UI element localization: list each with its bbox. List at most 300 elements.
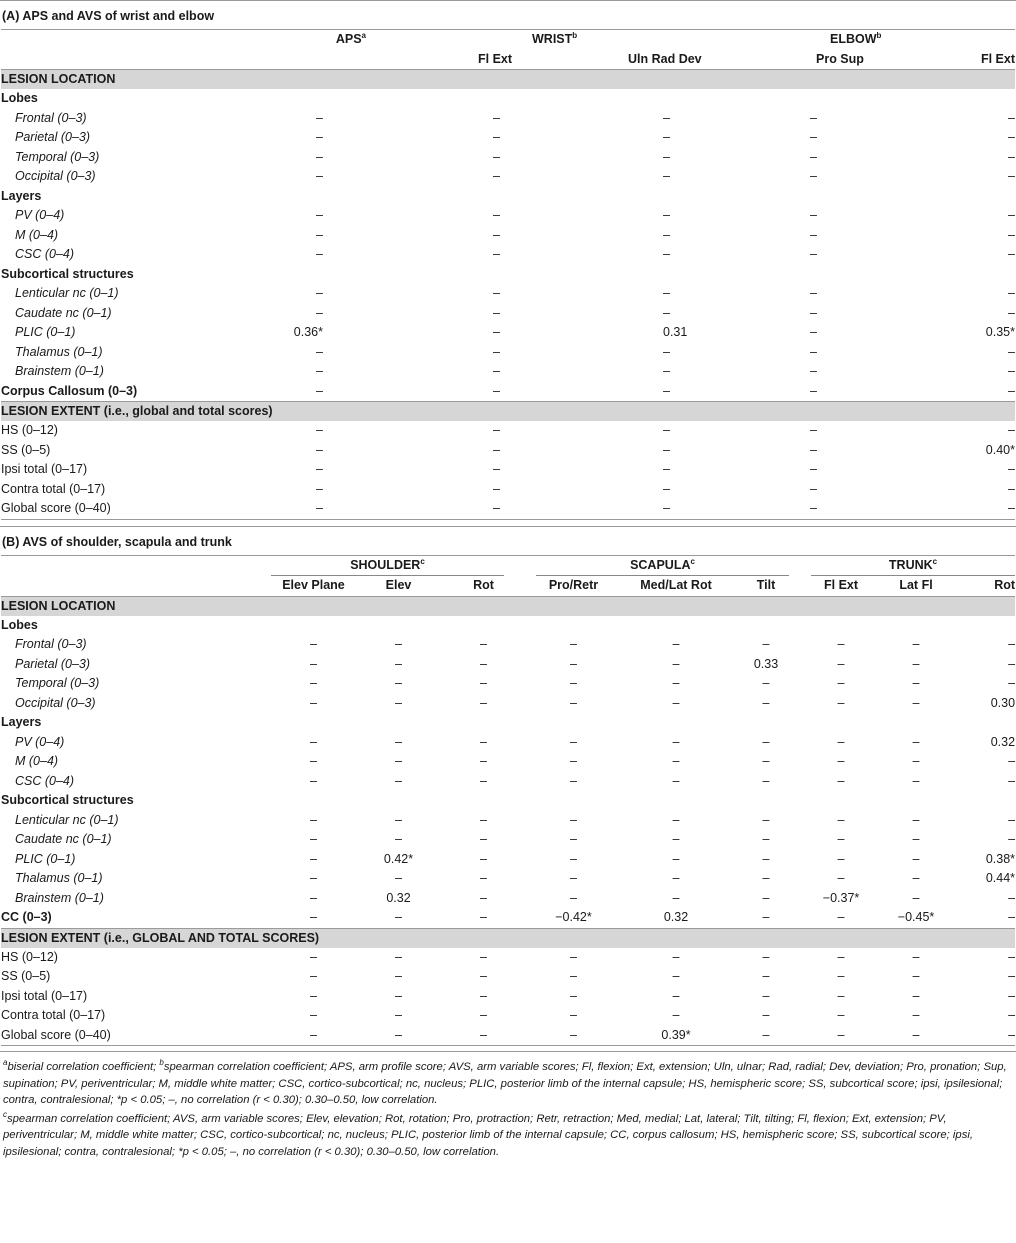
table-row bbox=[1, 265, 1015, 285]
cell bbox=[526, 616, 621, 636]
cell: – bbox=[570, 637, 577, 651]
cell: −0.37* bbox=[822, 890, 860, 905]
cell bbox=[706, 89, 856, 109]
cell: – bbox=[1008, 364, 1015, 378]
cell: – bbox=[1008, 812, 1016, 827]
cell: 0.32 bbox=[990, 734, 1016, 749]
cell: – bbox=[271, 1026, 356, 1046]
cell: – bbox=[316, 305, 323, 320]
table-row bbox=[1, 889, 1015, 909]
cell: – bbox=[493, 169, 500, 183]
cell: – bbox=[663, 227, 670, 242]
cell: 0.31 bbox=[663, 325, 688, 339]
cell bbox=[951, 713, 1015, 733]
cell bbox=[366, 187, 566, 207]
table-a bbox=[1, 29, 1015, 520]
col-header-3: Pro/Retr bbox=[526, 576, 621, 596]
cell: – bbox=[316, 208, 323, 222]
cell bbox=[621, 791, 731, 811]
row-label: CSC (0–4) bbox=[15, 247, 75, 261]
row-label: HS (0–12) bbox=[1, 423, 58, 437]
cell: 0.35* bbox=[985, 325, 1015, 339]
cell: – bbox=[912, 988, 920, 1003]
table-row bbox=[1, 694, 1015, 714]
table-a-caption: (A) APS and AVS of wrist and elbow bbox=[0, 0, 1016, 29]
cell: – bbox=[480, 773, 487, 788]
cell: – bbox=[837, 734, 845, 749]
cell: – bbox=[810, 149, 817, 164]
cell: – bbox=[480, 871, 487, 885]
row-label: Lobes bbox=[1, 91, 38, 105]
cell bbox=[801, 713, 881, 733]
cell: – bbox=[912, 656, 920, 671]
cell: – bbox=[570, 1008, 577, 1022]
cell: – bbox=[762, 637, 770, 651]
cell: – bbox=[912, 832, 920, 846]
cell: – bbox=[316, 481, 323, 496]
cell: – bbox=[837, 910, 845, 924]
cell: – bbox=[663, 423, 670, 437]
cell: – bbox=[837, 969, 845, 983]
cell: – bbox=[310, 910, 317, 924]
cell: – bbox=[672, 1008, 680, 1022]
row-label: Caudate nc (0–1) bbox=[15, 832, 112, 846]
cell: – bbox=[493, 247, 500, 261]
cell: – bbox=[316, 364, 323, 378]
cell: – bbox=[672, 988, 680, 1003]
cell: – bbox=[672, 890, 680, 905]
cell: – bbox=[1008, 949, 1016, 964]
cell: – bbox=[762, 754, 770, 768]
cell: – bbox=[1008, 423, 1015, 437]
cell: – bbox=[316, 286, 323, 300]
cell: – bbox=[480, 949, 487, 964]
cell: – bbox=[316, 149, 323, 164]
cell bbox=[441, 791, 526, 811]
cell: – bbox=[672, 832, 680, 846]
cell: – bbox=[310, 851, 317, 866]
cell: – bbox=[762, 695, 770, 710]
aps-header: APS$^a$ bbox=[271, 30, 366, 50]
cell: – bbox=[480, 812, 487, 827]
col-elbow-flext: Fl Ext bbox=[856, 50, 1015, 70]
cell bbox=[621, 713, 731, 733]
row-label: Corpus Callosum (0–3) bbox=[1, 383, 138, 398]
cell: – bbox=[480, 676, 487, 690]
table-b-caption: (B) AVS of shoulder, scapula and trunk bbox=[0, 526, 1016, 555]
cell: – bbox=[672, 812, 680, 827]
table-row bbox=[1, 167, 1015, 187]
cell: – bbox=[1008, 910, 1016, 924]
cell: – bbox=[310, 656, 317, 671]
cell bbox=[271, 713, 356, 733]
cell bbox=[271, 791, 356, 811]
cell: – bbox=[441, 1026, 526, 1046]
cell bbox=[951, 616, 1015, 636]
row-label: HS (0–12) bbox=[1, 949, 58, 964]
cell bbox=[441, 713, 526, 733]
cell: – bbox=[663, 364, 670, 378]
cell: −0.42* bbox=[555, 910, 592, 924]
cell: – bbox=[1008, 676, 1016, 690]
cell: – bbox=[951, 1026, 1015, 1046]
cell: – bbox=[570, 695, 577, 710]
cell: – bbox=[912, 812, 920, 827]
table-row bbox=[1, 1026, 1015, 1046]
table-row bbox=[1, 148, 1015, 168]
trunk-header: TRUNK$^c$ bbox=[811, 556, 1015, 577]
cell bbox=[621, 616, 731, 636]
cell: – bbox=[493, 208, 500, 222]
table-row bbox=[1, 772, 1015, 792]
table-row bbox=[1, 245, 1015, 265]
table-row bbox=[1, 499, 1015, 519]
cell: – bbox=[762, 988, 770, 1003]
cell bbox=[881, 616, 951, 636]
cell: – bbox=[310, 637, 317, 651]
cell: – bbox=[316, 227, 323, 242]
cell: – bbox=[395, 812, 402, 827]
table-row bbox=[1, 304, 1015, 324]
cell: – bbox=[570, 851, 577, 866]
cell: 0.42* bbox=[383, 851, 414, 866]
cell: – bbox=[762, 1008, 770, 1022]
cell: – bbox=[672, 969, 680, 983]
cell: – bbox=[570, 969, 577, 983]
cell: – bbox=[480, 656, 487, 671]
cell: – bbox=[663, 344, 670, 359]
cell: – bbox=[837, 851, 845, 866]
cell: – bbox=[762, 910, 770, 924]
table-row bbox=[1, 382, 1015, 402]
cell: – bbox=[395, 871, 402, 885]
cell: – bbox=[526, 1026, 621, 1046]
cell: – bbox=[493, 110, 500, 125]
section-lesion-location: LESION LOCATION bbox=[1, 70, 1015, 90]
cell: – bbox=[493, 130, 500, 144]
cell: – bbox=[395, 637, 402, 651]
row-label: Brainstem (0–1) bbox=[15, 364, 104, 378]
cell: – bbox=[480, 988, 487, 1003]
cell: – bbox=[366, 499, 566, 519]
table-row bbox=[1, 850, 1015, 870]
table-row bbox=[1, 441, 1015, 461]
cell: – bbox=[570, 734, 577, 749]
cell: – bbox=[762, 676, 770, 690]
cell: – bbox=[837, 695, 845, 710]
cell bbox=[271, 265, 366, 285]
cell: – bbox=[762, 812, 770, 827]
cell bbox=[356, 616, 441, 636]
row-label: PLIC (0–1) bbox=[15, 325, 76, 339]
cell: – bbox=[1008, 286, 1015, 300]
cell: – bbox=[480, 890, 487, 905]
cell bbox=[881, 713, 951, 733]
row-label: CSC (0–4) bbox=[15, 773, 75, 788]
cell: – bbox=[570, 773, 577, 788]
cell: – bbox=[395, 754, 402, 768]
cell: – bbox=[570, 754, 577, 768]
cell bbox=[271, 89, 366, 109]
cell: – bbox=[493, 227, 500, 242]
cell: 0.32 bbox=[386, 890, 411, 905]
cell: – bbox=[570, 890, 577, 905]
row-label: Contra total (0–17) bbox=[1, 1008, 106, 1022]
row-label: Lobes bbox=[1, 617, 38, 632]
cell: – bbox=[395, 676, 402, 690]
table-row bbox=[1, 830, 1015, 850]
cell: – bbox=[1008, 227, 1015, 242]
cell bbox=[526, 791, 621, 811]
cell: – bbox=[310, 734, 317, 749]
table-a-corner bbox=[1, 30, 271, 50]
cell: – bbox=[912, 695, 920, 710]
row-label: Layers bbox=[1, 715, 42, 729]
table-row bbox=[1, 226, 1015, 246]
cell: – bbox=[570, 832, 577, 846]
cell bbox=[356, 713, 441, 733]
cell bbox=[706, 187, 856, 207]
cell: – bbox=[672, 734, 680, 749]
cell: – bbox=[1008, 637, 1016, 651]
row-label: Parietal (0–3) bbox=[15, 656, 91, 671]
col-header-8: Rot bbox=[951, 576, 1015, 596]
cell: – bbox=[856, 499, 1015, 519]
cell bbox=[856, 265, 1015, 285]
cell bbox=[731, 616, 801, 636]
cell: – bbox=[912, 851, 920, 866]
cell: – bbox=[672, 949, 680, 964]
row-label: Contra total (0–17) bbox=[1, 481, 106, 496]
cell: – bbox=[316, 344, 323, 359]
row-label: Ipsi total (0–17) bbox=[1, 988, 88, 1003]
cell: – bbox=[480, 637, 487, 651]
cell: – bbox=[480, 969, 487, 983]
cell: – bbox=[672, 676, 680, 690]
table-row bbox=[1, 616, 1015, 636]
cell: – bbox=[310, 1008, 317, 1022]
table-row bbox=[1, 460, 1015, 480]
row-label: Caudate nc (0–1) bbox=[15, 305, 112, 320]
cell: – bbox=[663, 130, 670, 144]
footnotes bbox=[0, 1051, 1016, 1160]
cell: – bbox=[1008, 832, 1016, 846]
cell: – bbox=[810, 208, 817, 222]
cell: – bbox=[837, 949, 845, 964]
cell: – bbox=[810, 364, 817, 378]
cell: – bbox=[1008, 754, 1016, 768]
cell: – bbox=[493, 149, 500, 164]
cell: – bbox=[810, 227, 817, 242]
table-row bbox=[1, 206, 1015, 226]
row-label: SS (0–5) bbox=[1, 969, 51, 983]
cell: – bbox=[731, 1026, 801, 1046]
footnote-1: $^a$biserial correlation coefficient; $^b$spearman correlation coefficient; APS, arm profile score; AVS, arm variable scores; Fl, flexion; Ext, extension; Uln, ulnar; Rad, radial; Dev, deviation; Pro, pronation; Sup, supination; PV, periventricular; M, middle white matter; CSC, cortico-subcortical; nc, nucleus; PLIC, posterior limb of the internal capsule; HS, hemispheric score; SS, subcortical score; ipsi, ipsilesional; contra, contralesional; *p < 0.05; –, no correlation (r < 0.30); 0.30–0.50, low correlation. bbox=[3, 1058, 1007, 1106]
col-header-5: Tilt bbox=[731, 576, 801, 596]
cell: – bbox=[310, 676, 317, 690]
cell: – bbox=[1008, 344, 1015, 359]
cell: – bbox=[480, 734, 487, 749]
cell bbox=[856, 89, 1015, 109]
row-label: Brainstem (0–1) bbox=[15, 890, 104, 905]
cell: – bbox=[810, 130, 817, 144]
cell: – bbox=[480, 910, 487, 924]
row-label: Lenticular nc (0–1) bbox=[15, 812, 119, 827]
table-row bbox=[1, 1006, 1015, 1026]
cell: – bbox=[672, 754, 680, 768]
cell: – bbox=[480, 754, 487, 768]
cell: – bbox=[810, 462, 817, 476]
cell: – bbox=[310, 754, 317, 768]
cell: – bbox=[310, 812, 317, 827]
cell: – bbox=[310, 969, 317, 983]
col-header-2: Rot bbox=[441, 576, 526, 596]
cell: – bbox=[810, 423, 817, 437]
table-row bbox=[1, 480, 1015, 500]
cell: 0.36* bbox=[293, 325, 323, 339]
cell: – bbox=[395, 1008, 402, 1022]
cell: – bbox=[881, 1026, 951, 1046]
cell: – bbox=[1008, 110, 1015, 125]
cell: – bbox=[395, 832, 402, 846]
cell: – bbox=[762, 734, 770, 749]
cell: – bbox=[663, 442, 670, 457]
cell: – bbox=[663, 247, 670, 261]
cell: – bbox=[837, 773, 845, 788]
cell bbox=[356, 791, 441, 811]
row-label: PV (0–4) bbox=[15, 208, 65, 222]
cell: – bbox=[912, 773, 920, 788]
cell: – bbox=[570, 949, 577, 964]
table-row bbox=[1, 987, 1015, 1007]
section-lesion-location-b: LESION LOCATION bbox=[1, 596, 1015, 616]
row-label: CC (0–3) bbox=[1, 910, 52, 924]
cell: – bbox=[706, 499, 856, 519]
cell: – bbox=[912, 1008, 920, 1022]
cell: – bbox=[912, 734, 920, 749]
row-label: SS (0–5) bbox=[1, 442, 51, 457]
cell: – bbox=[493, 305, 500, 320]
cell: – bbox=[1008, 169, 1015, 183]
cell: – bbox=[672, 695, 680, 710]
cell: – bbox=[271, 499, 366, 519]
cell: – bbox=[493, 364, 500, 378]
cell bbox=[706, 265, 856, 285]
cell: – bbox=[1008, 656, 1016, 671]
row-label: Temporal (0–3) bbox=[15, 676, 100, 690]
cell: – bbox=[1008, 130, 1015, 144]
cell: – bbox=[395, 988, 402, 1003]
table-row bbox=[1, 128, 1015, 148]
cell: – bbox=[395, 949, 402, 964]
cell: – bbox=[493, 383, 500, 398]
footnote-2: $^c$spearman correlation coefficient; AVS, arm variable scores; Elev, elevation; Rot, rotation; Pro, protraction; Retr, retraction; Med, medial; Lat, lateral; Tilt, tilting; Fl, flexion; Ext, extension; PV, periventricular; M, middle white matter; CSC, cortico-subcortical; nc, nucleus; PLIC, posterior limb of the internal capsule; CC, corpus callosum; HS, hemispheric score; SS, subcortical score; ipsi, ipsilesional; contra, contralesional; *p < 0.05; –, no correlation (r < 0.30); 0.30–0.50, low correlation. bbox=[3, 1109, 974, 1158]
table-row bbox=[1, 967, 1015, 987]
cell: 0.44* bbox=[985, 871, 1016, 885]
row-label: Thalamus (0–1) bbox=[15, 344, 103, 359]
cell: – bbox=[810, 383, 817, 398]
cell: – bbox=[672, 656, 680, 671]
cell: – bbox=[566, 499, 706, 519]
row-label: Frontal (0–3) bbox=[15, 637, 87, 651]
cell: – bbox=[762, 949, 770, 964]
cell: – bbox=[810, 305, 817, 320]
cell: – bbox=[837, 754, 845, 768]
cell: – bbox=[837, 1008, 845, 1022]
cell: – bbox=[316, 462, 323, 476]
table-row bbox=[1, 713, 1015, 733]
section-lesion-extent: LESION EXTENT (i.e., global and total scores) bbox=[1, 402, 1015, 422]
cell bbox=[271, 187, 366, 207]
cell: – bbox=[480, 832, 487, 846]
cell: – bbox=[810, 169, 817, 183]
cell: – bbox=[395, 910, 402, 924]
cell: 0.33 bbox=[753, 656, 779, 671]
row-label: Temporal (0–3) bbox=[15, 149, 100, 164]
cell: – bbox=[1008, 988, 1016, 1003]
cell: – bbox=[310, 695, 317, 710]
cell: – bbox=[1008, 462, 1015, 476]
cell: – bbox=[801, 1026, 881, 1046]
cell: – bbox=[810, 442, 817, 457]
table-row bbox=[1, 948, 1015, 968]
cell: 0.40* bbox=[985, 442, 1015, 457]
cell: – bbox=[663, 481, 670, 496]
cell: – bbox=[480, 1008, 487, 1022]
cell: – bbox=[912, 676, 920, 690]
col-header-0: Elev Plane bbox=[271, 576, 356, 596]
table-row bbox=[1, 187, 1015, 207]
cell: – bbox=[762, 832, 770, 846]
cell: – bbox=[395, 969, 402, 983]
cell: – bbox=[810, 481, 817, 496]
cell bbox=[566, 89, 706, 109]
cell: – bbox=[810, 247, 817, 261]
cell: – bbox=[493, 462, 500, 476]
cell: – bbox=[663, 305, 670, 320]
shoulder-header: SHOULDER$^c$ bbox=[271, 556, 504, 577]
cell: – bbox=[310, 773, 317, 788]
row-label: Lenticular nc (0–1) bbox=[15, 286, 119, 300]
cell: – bbox=[762, 851, 770, 866]
cell bbox=[801, 791, 881, 811]
row-label: Frontal (0–3) bbox=[15, 110, 87, 125]
cell: – bbox=[493, 344, 500, 359]
scapula-header: SCAPULA$^c$ bbox=[536, 556, 789, 577]
wrist-header: WRIST$^b$ bbox=[566, 30, 706, 50]
cell: – bbox=[672, 851, 680, 866]
table-row bbox=[1, 811, 1015, 831]
row-label: Subcortical structures bbox=[1, 793, 134, 807]
cell: – bbox=[570, 656, 577, 671]
cell: – bbox=[1008, 383, 1015, 398]
col-header-6: Fl Ext bbox=[801, 576, 881, 596]
cell: – bbox=[316, 110, 323, 125]
cell: – bbox=[912, 754, 920, 768]
cell bbox=[731, 713, 801, 733]
cell: – bbox=[570, 871, 577, 885]
cell: – bbox=[316, 247, 323, 261]
cell: – bbox=[672, 871, 680, 885]
row-label: Occipital (0–3) bbox=[15, 695, 96, 710]
cell: – bbox=[762, 890, 770, 905]
row-label: Subcortical structures bbox=[1, 266, 134, 281]
cell bbox=[951, 791, 1015, 811]
cell: – bbox=[1008, 1008, 1016, 1022]
col-header-1: Elev bbox=[356, 576, 441, 596]
col-elbow-prosup: Pro Sup bbox=[706, 50, 856, 70]
cell bbox=[801, 616, 881, 636]
